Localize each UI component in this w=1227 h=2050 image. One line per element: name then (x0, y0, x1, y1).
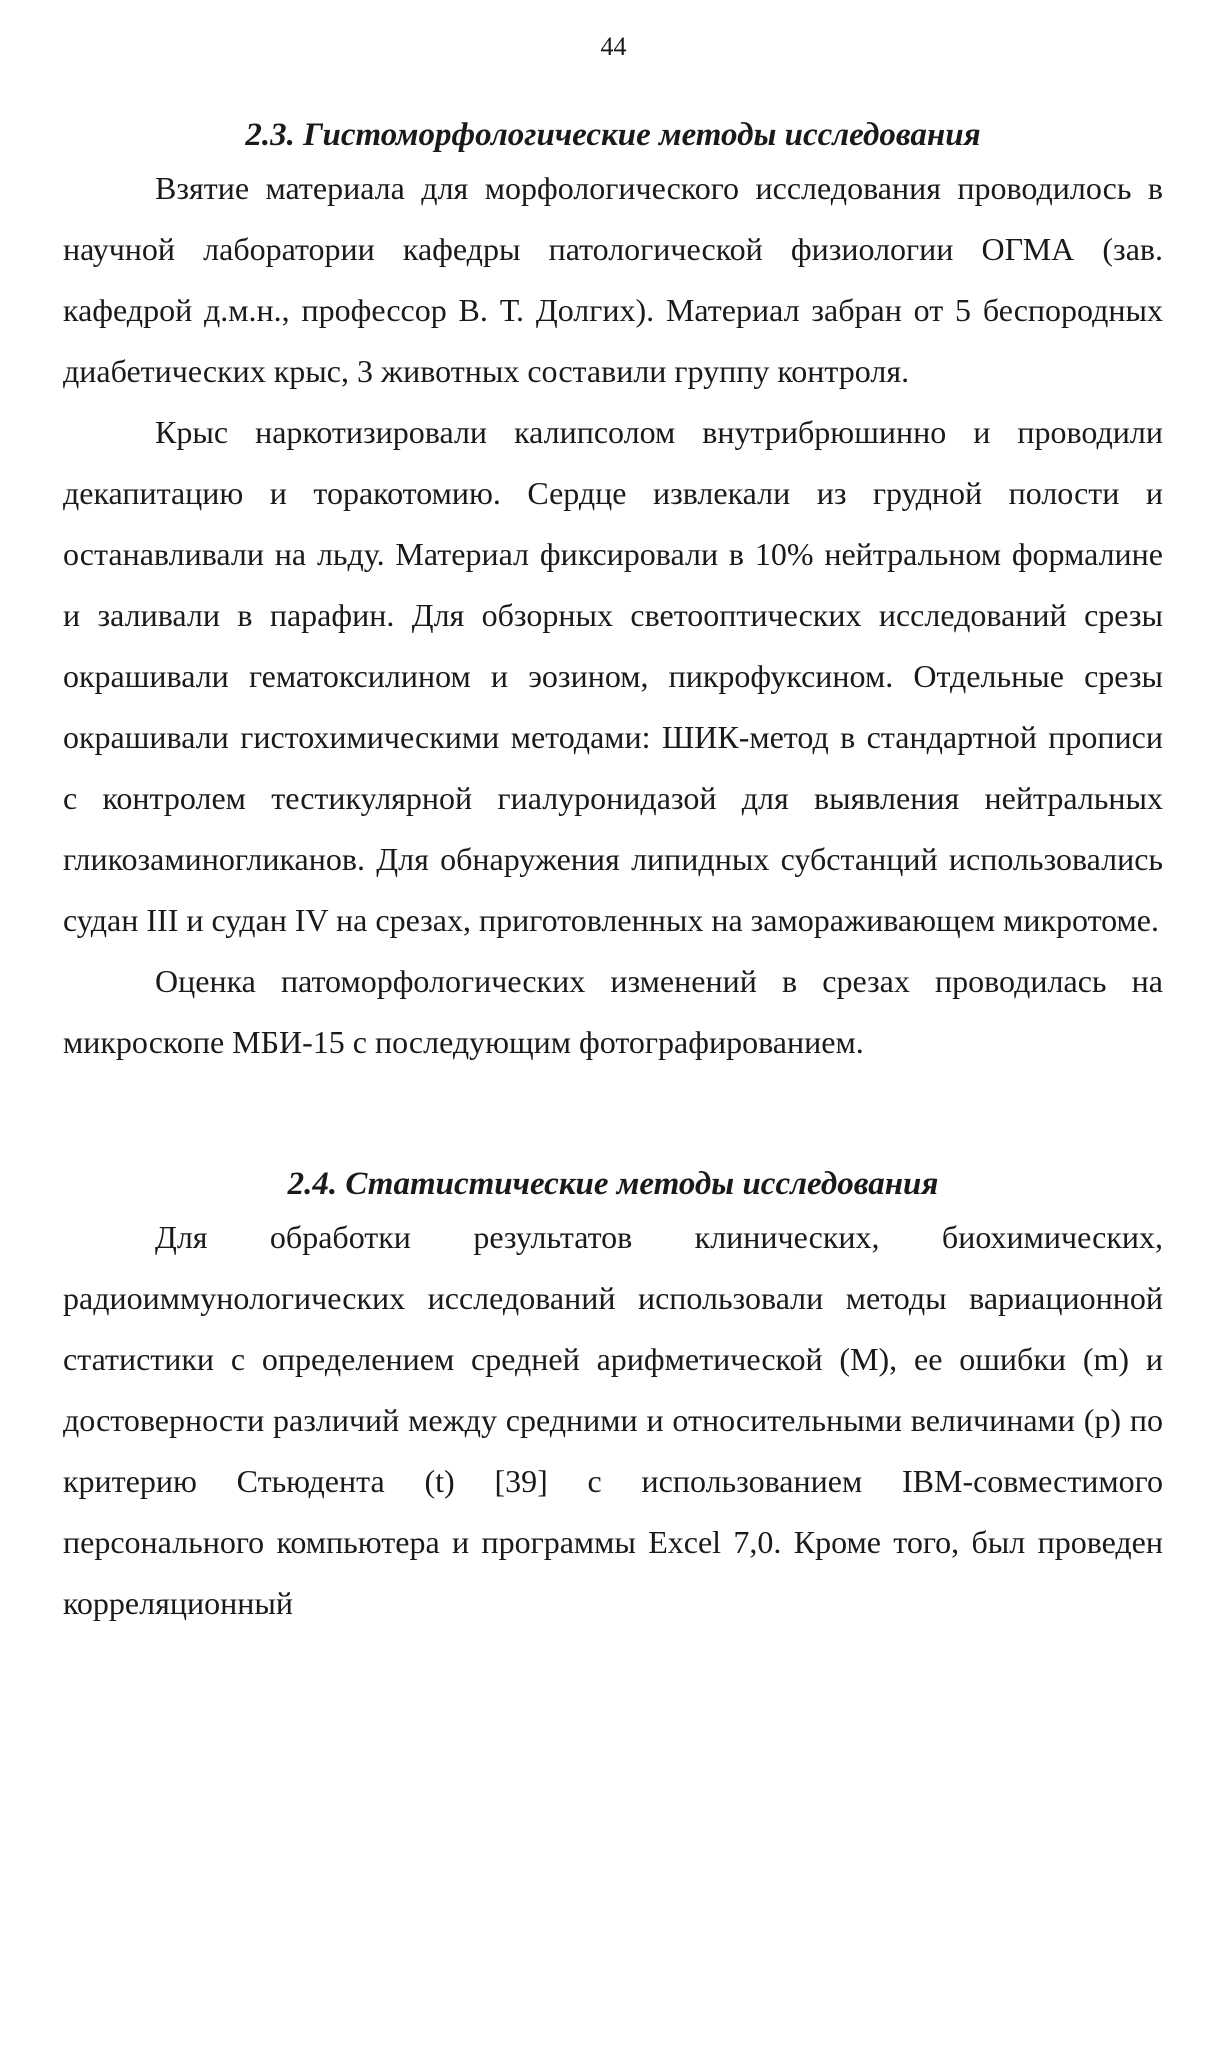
paragraph: Взятие материала для морфологического исследования проводилось в научной лаборатории кафедры патологической физиологии ОГМА (зав. кафедрой д.м.н., профессор В. Т. Долгих). Материал забран от 5 беспородных диабетических крыс, 3 животных составили группу контроля. (63, 170, 1163, 389)
section-heading: 2.3. Гистоморфологические методы исследования (245, 117, 981, 153)
section-heading: 2.4. Статистические методы исследования (287, 1166, 939, 1202)
paragraph: Крыс наркотизировали калипсолом внутрибрюшинно и проводили декапитацию и торакотомию. Сердце извлекали из грудной полости и останавливали на льду. Материал фиксировали в 10% нейтральном формалине и заливали в парафин. Для обзорных светооптических исследований срезы окрашивали гематоксилином и эозином, пикрофуксином. Отдельные срезы окрашивали гистохимическими методами: ШИК-метод в стандартной прописи с контролем тестикулярной гиалуронидазой для выявления нейтральных гликозаминогликанов. Для обнаружения липидных субстанций использовались судан III и судан IV на срезах, приготовленных на замораживающем микротоме. (63, 414, 1163, 938)
section-statistics (63, 1161, 1163, 1634)
section-spacer (63, 1073, 1163, 1161)
paragraph: Оценка патоморфологических изменений в срезах проводилась на микроскопе МБИ-15 с последующим фотографированием. (63, 963, 1163, 1060)
paragraph: Для обработки результатов клинических, биохимических, радиоиммунологических исследований использовали методы вариационной статистики с определением средней арифметической (М), ее ошибки (m) и достоверности различий между средними и относительными величинами (р) по критерию Стьюдента (t) [39] с использованием IBM-совместимого персонального компьютера и программы Excel 7,0. Кроме того, был проведен корреляционный (63, 1219, 1163, 1621)
page-number: 44 (600, 32, 627, 61)
section-histomorphology (63, 112, 1163, 1073)
page-content (63, 112, 1163, 1634)
